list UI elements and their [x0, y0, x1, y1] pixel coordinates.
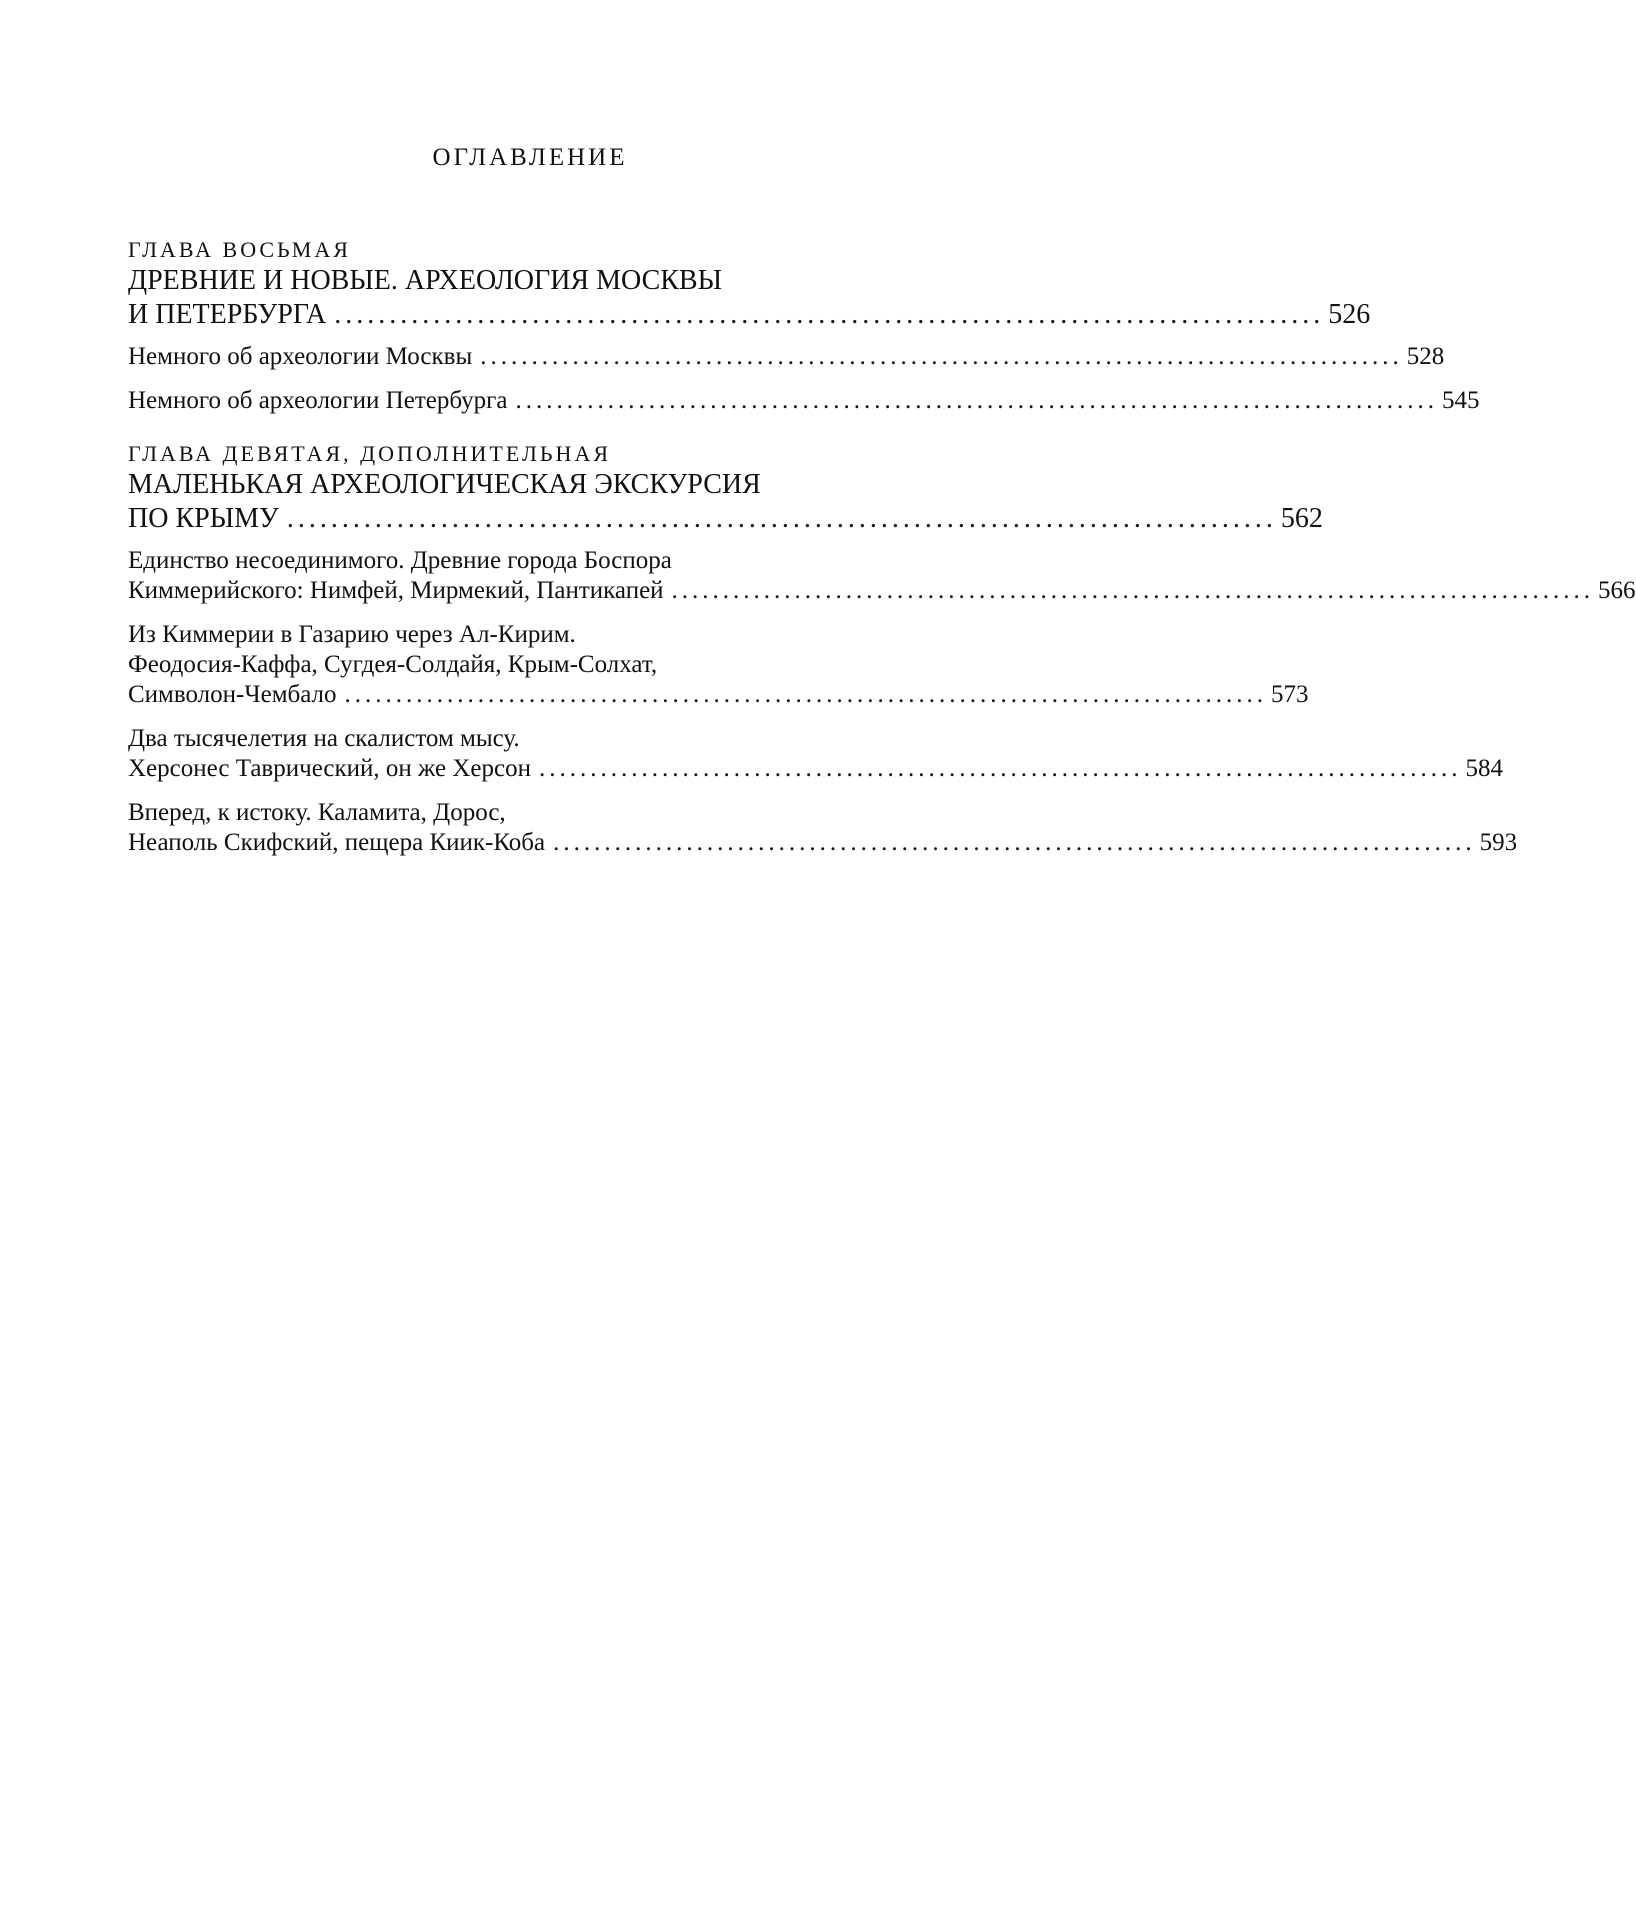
chapter-label: ГЛАВА ВОСЬМАЯ: [128, 237, 351, 262]
page-title: ОГЛАВЛЕНИЕ: [432, 144, 628, 171]
dot-leader: ..........................................................................................: [515, 387, 1438, 414]
toc-entry: [128, 620, 1309, 710]
toc-entry: [128, 386, 1480, 416]
toc-entry: [128, 724, 1503, 784]
dot-leader: ..........................................................................................: [538, 755, 1462, 782]
page-number: 584: [1465, 755, 1503, 782]
chapter-9: [128, 440, 1636, 858]
chapter-title-line: ПО КРЫМУ: [128, 503, 279, 534]
entry-title: Немного об археологии Москвы: [128, 343, 473, 370]
chapter-title-line: И ПЕТЕРБУРГА: [128, 299, 327, 330]
table-of-contents: [128, 236, 1636, 882]
page-number: 593: [1479, 829, 1518, 856]
entry-title: Немного об археологии Петербурга: [128, 387, 508, 414]
dot-leader: ..........................................................................................: [334, 299, 1325, 330]
toc-entry: [128, 342, 1445, 372]
page-number: 528: [1406, 343, 1445, 370]
entry-title-line: Символон-Чембало: [128, 681, 337, 708]
page-number: 566: [1598, 577, 1636, 604]
dot-leader: ..........................................................................................: [286, 503, 1277, 534]
toc-entry-line: [128, 342, 1445, 372]
page-number: 562: [1280, 503, 1323, 534]
toc-entry-line: [128, 386, 1480, 416]
toc-entry-line: [128, 754, 1503, 784]
toc-entry-line: [128, 680, 1309, 710]
toc-entry-line: [128, 576, 1636, 606]
dot-leader: ..........................................................................................: [671, 577, 1595, 604]
entry-title-line: Вперед, к истоку. Каламита, Дорос,: [128, 799, 506, 826]
dot-leader: ..........................................................................................: [344, 681, 1268, 708]
chapter-title-last-line: [128, 298, 1371, 332]
chapter-title-last-line: [128, 502, 1323, 536]
chapter-8: [128, 236, 1480, 416]
page-number: 526: [1328, 299, 1371, 330]
toc-entry: [128, 798, 1518, 858]
entry-title-line: Единство несоединимого. Древние города Боспора: [128, 547, 672, 574]
chapter-title-line: МАЛЕНЬКАЯ АРХЕОЛОГИЧЕСКАЯ ЭКСКУРСИЯ: [128, 469, 761, 500]
toc-entry: [128, 546, 1636, 606]
chapter-title: [128, 468, 1323, 536]
page-number: 573: [1271, 681, 1309, 708]
chapter-label: ГЛАВА ДЕВЯТАЯ, ДОПОЛНИТЕЛЬНАЯ: [128, 441, 612, 466]
entry-title-line: Киммерийского: Нимфей, Мирмекий, Пантикапей: [128, 577, 664, 604]
page-number: 545: [1441, 387, 1480, 414]
chapter-title: [128, 264, 1371, 332]
dot-leader: ..........................................................................................: [553, 829, 1476, 856]
toc-entry-line: [128, 828, 1518, 858]
entry-title-line: Неаполь Скифский, пещера Киик-Коба: [128, 829, 546, 856]
entry-title-line: Феодосия-Каффа, Сугдея-Солдайя, Крым-Солхат,: [128, 651, 658, 678]
chapter-title-line: ДРЕВНИЕ И НОВЫЕ. АРХЕОЛОГИЯ МОСКВЫ: [128, 265, 723, 296]
entry-title-line: Из Киммерии в Газарию через Ал-Кирим.: [128, 621, 576, 648]
entry-title-line: Херсонес Таврический, он же Херсон: [128, 755, 531, 782]
entry-title-line: Два тысячелетия на скалистом мысу.: [128, 725, 520, 752]
dot-leader: ..........................................................................................: [480, 343, 1403, 370]
